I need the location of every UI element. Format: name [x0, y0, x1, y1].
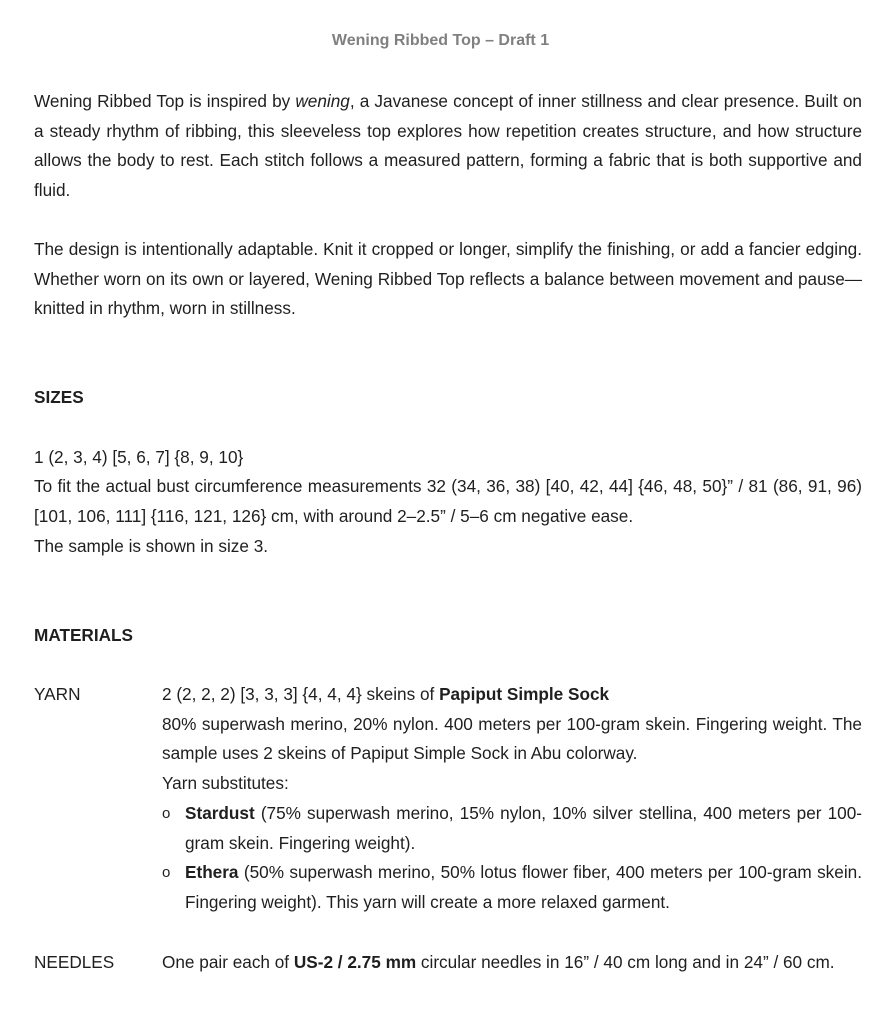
yarn-substitutes-list: [162, 799, 862, 918]
list-item: [162, 858, 862, 917]
yarn-substitutes-label: Yarn substitutes:: [162, 773, 289, 794]
intro-paragraph-1: [34, 87, 862, 206]
yarn-skeins-prefix: 2 (2, 2, 2) [3, 3, 3] {4, 4, 4} skeins of: [162, 684, 440, 704]
sizes-fit-text: To fit the actual bust circumference measurements 32 (34, 36, 38) [40, 42, 44] {46, 48, 50}” / 81 (86, 91, 96) [101, 106, 111] {116, 121, 126} cm, with around 2–2.5” / 5–6 cm negative ease.: [34, 476, 862, 526]
needles-section: [162, 948, 862, 978]
sizes-list: 1 (2, 3, 4) [5, 6, 7] {8, 9, 10}: [34, 447, 244, 467]
substitute-name: Stardust: [185, 802, 255, 823]
needles-suffix: circular needles in 16” / 40 cm long and in 24” / 60 cm.: [416, 952, 835, 972]
needles-prefix: One pair each of: [162, 952, 294, 972]
yarn-label: YARN: [34, 684, 81, 704]
intro-text-start: Wening Ribbed Top is inspired by: [34, 91, 296, 111]
intro-paragraph-2: The design is intentionally adaptable. Knit it cropped or longer, simplify the finishing, or add a fancier edging. Whether worn on its own or layered, Wening Ribbed Top reflects a balance between movement and pause—knitted in rhythm, worn in stillness.: [34, 239, 862, 319]
yarn-name: Papiput Simple Sock: [439, 684, 610, 704]
intro-text-rest: , a Javanese concept of inner stillness and clear presence. Built on a steady rhythm of ribbing, this sleeveless top explores how repetition creates structure, and how structure allows the body to rest. Each stitch follows a measured pattern, forming a fabric that is both supportive and fluid.: [34, 91, 862, 201]
substitute-details: (50% superwash merino, 50% lotus flower fiber, 400 meters per 100-gram skein. Fingering weight). This yarn will create a more relaxed garment.: [185, 862, 862, 912]
materials-heading: MATERIALS: [34, 625, 133, 645]
needles-size: US-2 / 2.75 mm: [293, 952, 417, 972]
sizes-heading: SIZES: [34, 387, 84, 407]
document-header: Wening Ribbed Top – Draft 1: [331, 32, 550, 49]
substitute-name: Ethera: [185, 862, 239, 883]
sizes-sample-text: The sample is shown in size 3.: [34, 536, 269, 556]
substitute-details: (75% superwash merino, 15% nylon, 10% silver stellina, 400 meters per 100-gram skein. Fingering weight).: [185, 802, 862, 853]
bullet-circle-icon: o: [162, 864, 171, 882]
list-item: [162, 799, 862, 858]
yarn-description: 80% superwash merino, 20% nylon. 400 meters per 100-gram skein. Fingering weight. The sample uses 2 skeins of Papiput Simple Sock in Abu colorway.: [162, 713, 862, 764]
bullet-circle-icon: o: [162, 804, 171, 822]
intro-emphasis-wening: wening: [295, 91, 350, 111]
yarn-section: [162, 680, 862, 918]
needles-text: [162, 948, 862, 978]
needles-label: NEEDLES: [34, 952, 115, 972]
yarn-skeins-line: [162, 680, 862, 710]
